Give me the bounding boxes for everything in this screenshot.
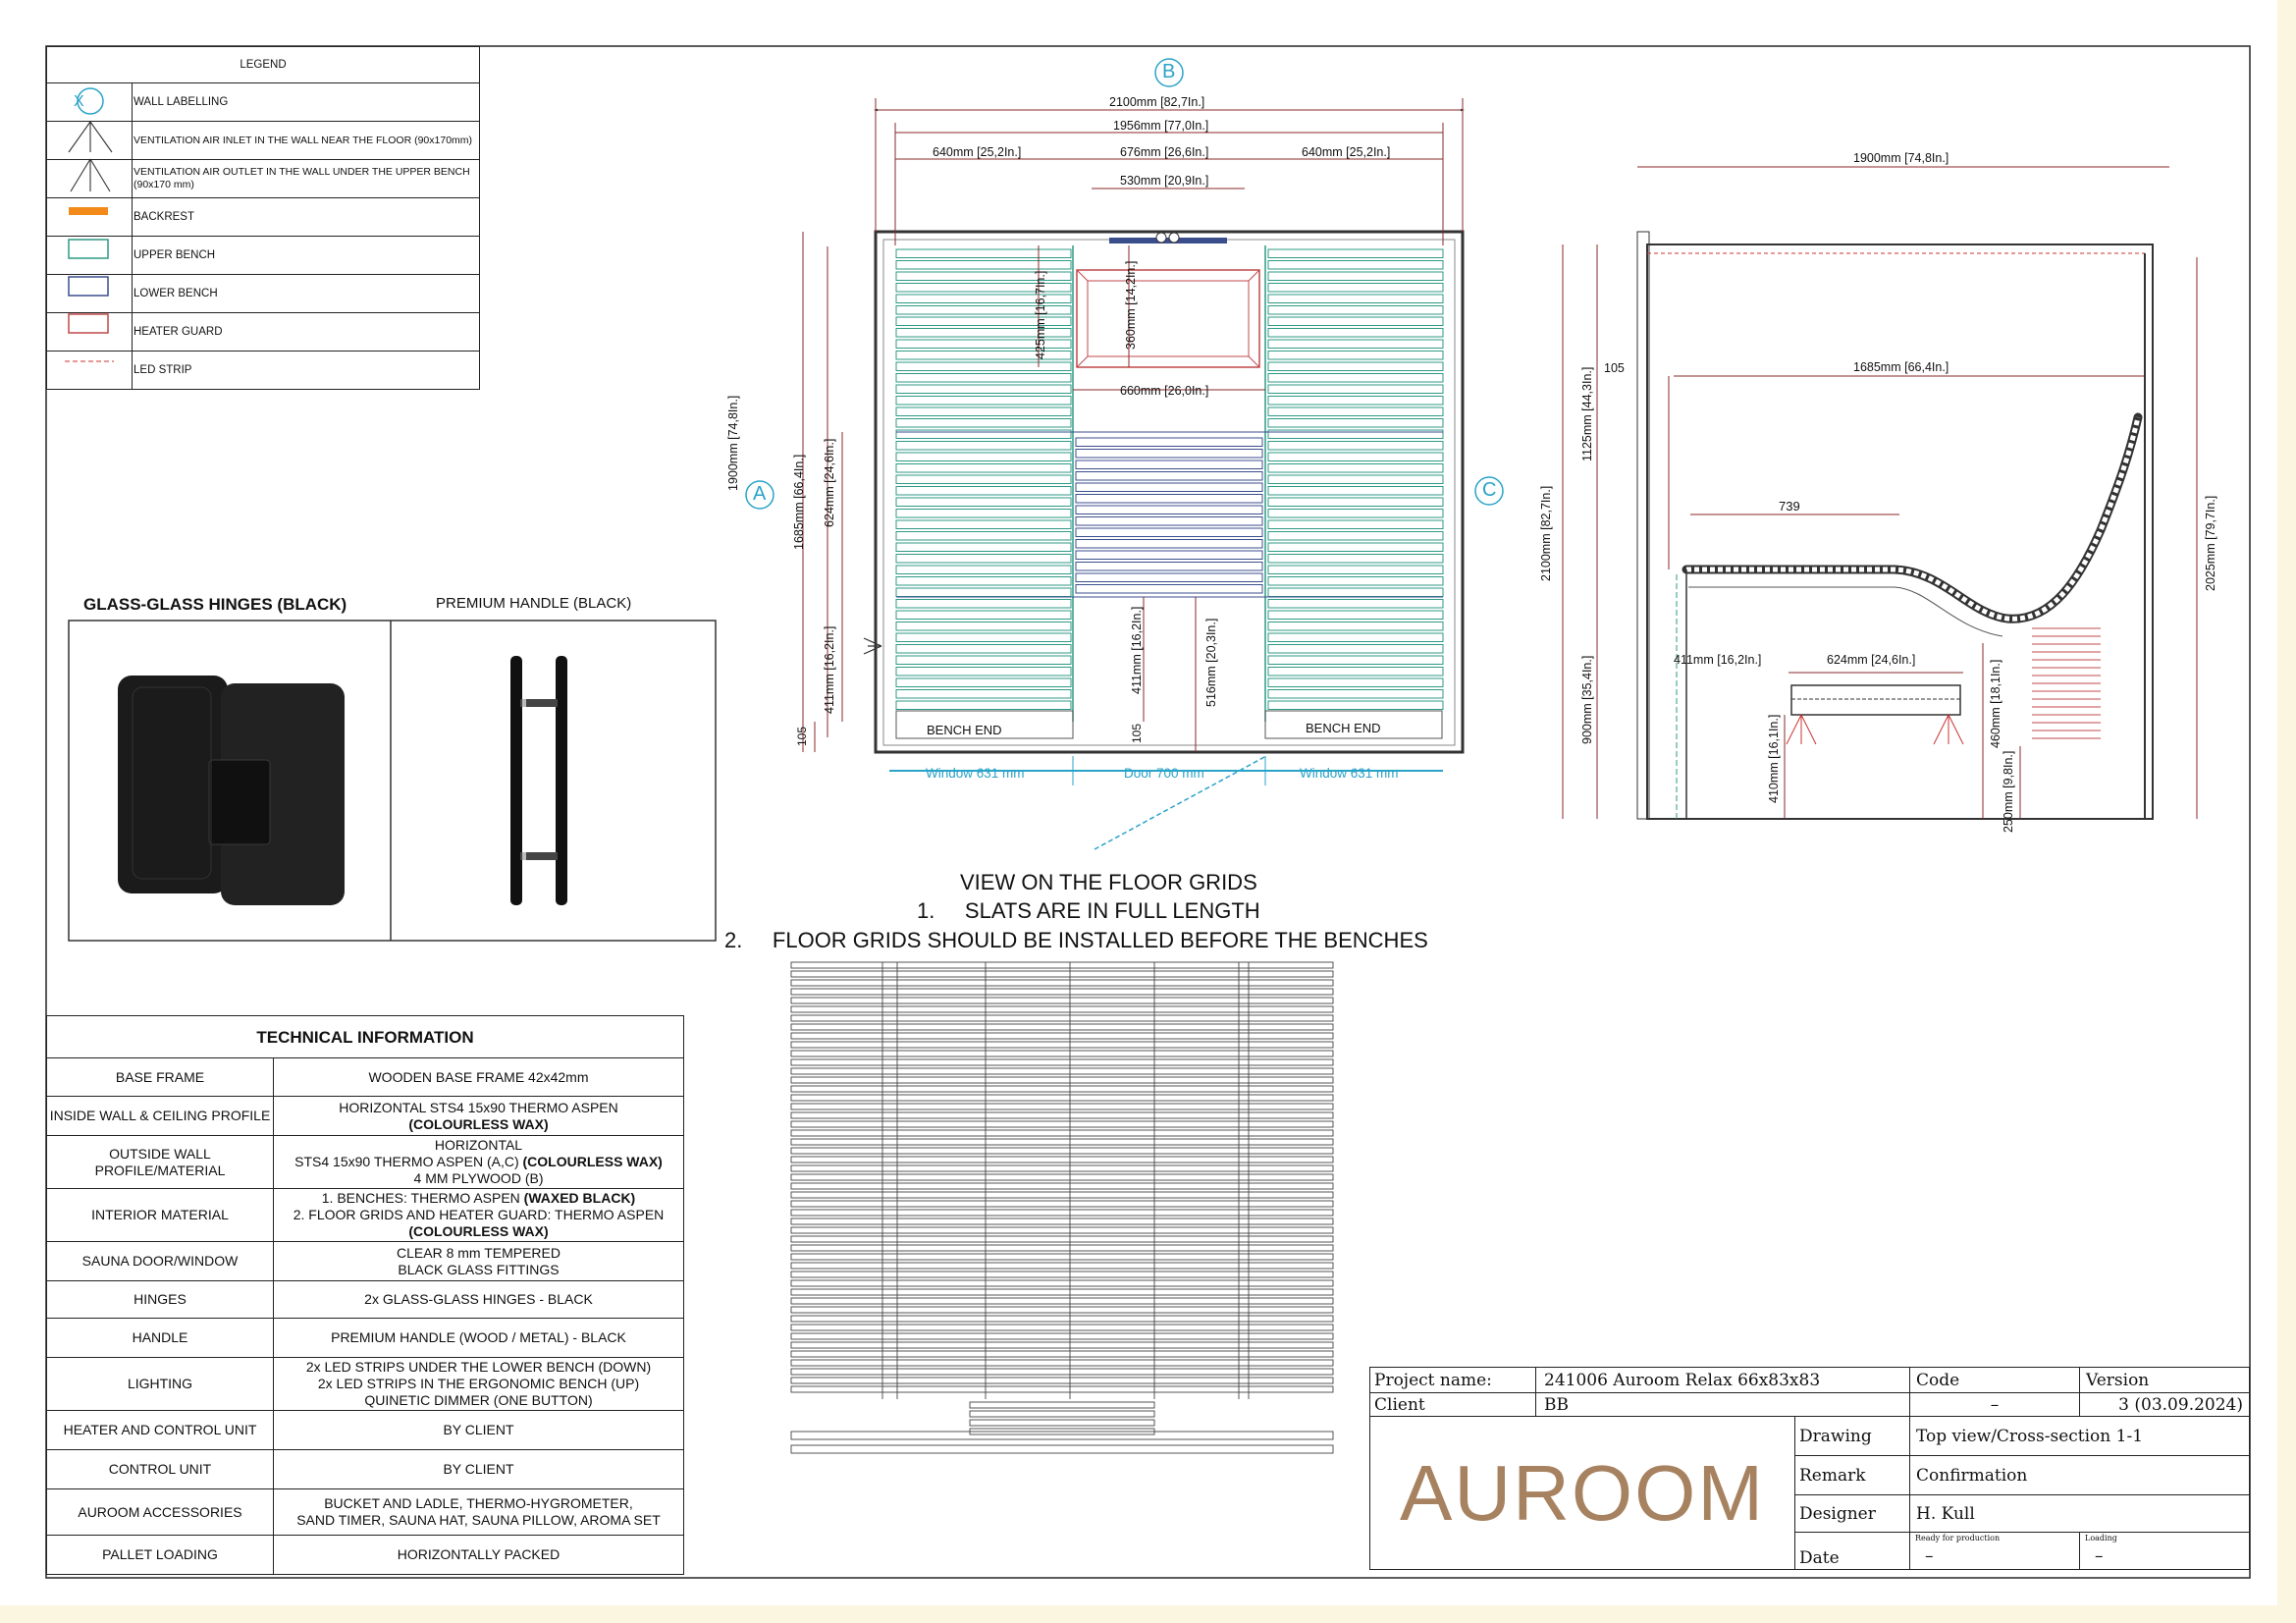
sec-dim-105: 105 (1604, 361, 1625, 375)
technical-row-label: BASE FRAME (47, 1058, 274, 1097)
technical-title: TECHNICAL INFORMATION (47, 1016, 684, 1058)
bench-end-left: BENCH END (927, 723, 1002, 737)
legend-item-outlet: VENTILATION AIR OUTLET IN THE WALL UNDER THE UPPER BENCH (90x170 mm) (133, 160, 480, 198)
technical-row (47, 1358, 684, 1411)
technical-value-text: QUINETIC DIMMER (ONE BUTTON) (364, 1392, 593, 1408)
technical-row-label: OUTSIDE WALL PROFILE/MATERIAL (47, 1136, 274, 1189)
technical-information-table (46, 1015, 684, 1575)
window-left-label: Window 631 mm (926, 766, 1025, 781)
technical-row (47, 1058, 684, 1097)
technical-row-value (274, 1358, 684, 1411)
dim-left-lower: 411mm [16,2In.] (823, 625, 836, 714)
technical-row-label: SAUNA DOOR/WINDOW (47, 1242, 274, 1281)
technical-row-label: INTERIOR MATERIAL (47, 1189, 274, 1242)
technical-value-text: BY CLIENT (443, 1422, 514, 1437)
sec-dim-1125: 1125mm [44,3In.] (1580, 366, 1594, 461)
sec-dim-900: 900mm [35,4In.] (1580, 655, 1594, 744)
technical-value-text: 1. BENCHES: THERMO ASPEN (321, 1190, 524, 1206)
wall-label-a: A (753, 483, 767, 505)
technical-row (47, 1411, 684, 1450)
dim-mid-lower: 411mm [16,2In.] (1130, 606, 1144, 694)
technical-row-label: AUROOM ACCESSORIES (47, 1489, 274, 1536)
hinges-caption: GLASS-GLASS HINGES (BLACK) (83, 595, 347, 614)
technical-row-label: INSIDE WALL & CEILING PROFILE (47, 1097, 274, 1136)
version-label: Version (2080, 1368, 2250, 1393)
technical-row-label: LIGHTING (47, 1358, 274, 1411)
technical-row (47, 1489, 684, 1536)
auroom-logo: AUROOM (1400, 1448, 1765, 1537)
client-value: BB (1536, 1393, 1910, 1417)
dim-heater: 530mm [20,9In.] (1120, 174, 1209, 188)
technical-row (47, 1536, 684, 1575)
legend-item-lower: LOWER BENCH (133, 275, 480, 313)
technical-row-value (274, 1136, 684, 1189)
technical-value-text: WOODEN BASE FRAME 42x42mm (368, 1068, 589, 1085)
sec-dim-2100: 2100mm [82,7In.] (1539, 485, 1553, 581)
remark-label: Remark (1795, 1456, 1910, 1495)
dim-left-small: 105 (795, 726, 809, 746)
sec-dim-inner: 1685mm [66,4In.] (1853, 360, 1949, 374)
legend-item-wall: WALL LABELLING (133, 83, 480, 122)
technical-value-text: (COLOURLESS WAX) (522, 1154, 663, 1169)
technical-row-value (274, 1489, 684, 1536)
technical-value-text: PREMIUM HANDLE (WOOD / METAL) - BLACK (331, 1329, 626, 1345)
wall-label-b: B (1162, 61, 1176, 82)
wall-label-c: C (1482, 479, 1497, 501)
dim-depth-guard: 425mm [16,7In.] (1034, 270, 1047, 359)
dim-left-inner: 1685mm [66,4In.] (792, 454, 806, 550)
title-block (1369, 1367, 2250, 1570)
window-right-label: Window 631 mm (1300, 766, 1399, 781)
ready-value: – (1925, 1546, 1934, 1566)
technical-value-text: 2. FLOOR GRIDS AND HEATER GUARD: THERMO ASPEN (293, 1207, 665, 1222)
sec-dim-width: 1900mm [74,8In.] (1853, 151, 1949, 165)
technical-row (47, 1242, 684, 1281)
sec-dim-460: 460mm [18,1In.] (1989, 659, 2002, 748)
technical-value-text: (WAXED BLACK) (523, 1190, 636, 1206)
technical-value-text: HORIZONTALLY PACKED (397, 1546, 561, 1562)
legend-item-led: LED STRIP (133, 352, 480, 390)
dim-inner: 1956mm [77,0In.] (1113, 119, 1209, 133)
loading-label: Loading (2085, 1534, 2117, 1542)
technical-row (47, 1136, 684, 1189)
technical-row-value (274, 1242, 684, 1281)
dim-center: 676mm [26,6In.] (1120, 145, 1209, 159)
technical-row (47, 1281, 684, 1319)
legend-title: LEGEND (47, 47, 480, 83)
technical-row-label: PALLET LOADING (47, 1536, 274, 1575)
technical-row (47, 1097, 684, 1136)
dim-left-upper: 624mm [24,6In.] (823, 438, 836, 527)
dim-heater-height: 360mm [14,2In.] (1124, 260, 1138, 350)
dim-left: 640mm [25,2In.] (933, 145, 1022, 159)
sec-dim-2025: 2025mm [79,7In.] (2204, 495, 2217, 591)
technical-value-text: SAND TIMER, SAUNA HAT, SAUNA PILLOW, AROMA SET (296, 1512, 661, 1528)
technical-row-label: HEATER AND CONTROL UNIT (47, 1411, 274, 1450)
technical-value-text: 4 MM PLYWOOD (B) (413, 1170, 544, 1186)
designer-value: H. Kull (1910, 1495, 2250, 1533)
dim-left-total: 1900mm [74,8In.] (726, 395, 740, 491)
bench-end-right: BENCH END (1306, 721, 1381, 735)
technical-row-value (274, 1097, 684, 1136)
handle-caption: PREMIUM HANDLE (BLACK) (436, 595, 632, 612)
project-value: 241006 Auroom Relax 66x83x83 (1536, 1368, 1910, 1393)
floor-grids-title: VIEW ON THE FLOOR GRIDS (960, 870, 1257, 894)
technical-row (47, 1189, 684, 1242)
legend-item-inlet: VENTILATION AIR INLET IN THE WALL NEAR THE FLOOR (90x170mm) (133, 122, 480, 160)
dim-right: 640mm [25,2In.] (1302, 145, 1391, 159)
legend-item-upper: UPPER BENCH (133, 237, 480, 275)
loading-value: – (2095, 1546, 2104, 1566)
code-value: – (1910, 1393, 2080, 1417)
technical-row-value (274, 1189, 684, 1242)
technical-value-text: 2x LED STRIPS IN THE ERGONOMIC BENCH (UP) (317, 1376, 640, 1391)
technical-row (47, 1450, 684, 1489)
dim-overall: 2100mm [82,7In.] (1109, 95, 1205, 109)
legend-item-heater: HEATER GUARD (133, 313, 480, 352)
technical-value-text: HORIZONTAL STS4 15x90 THERMO ASPEN (339, 1099, 618, 1115)
technical-value-text: BY CLIENT (443, 1461, 514, 1477)
technical-row-label: HANDLE (47, 1319, 274, 1358)
dim-mid-516: 516mm [20,3In.] (1204, 618, 1218, 707)
version-value: 3 (03.09.2024) (2080, 1393, 2250, 1417)
glass-hinge-photo (118, 676, 345, 905)
sec-dim-411: 411mm [16,2In.] (1674, 653, 1762, 667)
technical-value-text: (COLOURLESS WAX) (408, 1223, 549, 1239)
technical-row-label: CONTROL UNIT (47, 1450, 274, 1489)
dim-mid-small: 105 (1130, 723, 1144, 743)
dim-mid-width: 660mm [26,0In.] (1120, 384, 1209, 398)
technical-value-text: HORIZONTAL (434, 1137, 523, 1153)
technical-row-value (274, 1281, 684, 1319)
technical-row (47, 1319, 684, 1358)
technical-value-text: STS4 15x90 THERMO ASPEN (A,C) (294, 1154, 523, 1169)
client-label: Client (1370, 1393, 1536, 1417)
technical-value-text: BLACK GLASS FITTINGS (398, 1261, 560, 1277)
legend-table (46, 46, 480, 390)
sec-dim-250: 250mm [9,8In.] (2002, 750, 2015, 833)
technical-value-text: 2x GLASS-GLASS HINGES - BLACK (364, 1291, 593, 1307)
technical-row-label: HINGES (47, 1281, 274, 1319)
technical-row-value (274, 1411, 684, 1450)
technical-value-text: CLEAR 8 mm TEMPERED (397, 1244, 561, 1261)
technical-row-value (274, 1450, 684, 1489)
floor-grids-note-2: 2. FLOOR GRIDS SHOULD BE INSTALLED BEFORE THE BENCHES (724, 928, 1428, 952)
wall-symbol-letter: X (74, 93, 84, 110)
sec-dim-739: 739 (1779, 499, 1800, 514)
drawing-value: Top view/Cross-section 1-1 (1910, 1417, 2250, 1456)
sec-dim-624: 624mm [24,6In.] (1827, 653, 1916, 667)
door-label: Door 700 mm (1124, 766, 1204, 781)
technical-row-value (274, 1536, 684, 1575)
drawing-label: Drawing (1795, 1417, 1910, 1456)
ready-label: Ready for production (1915, 1534, 2001, 1542)
technical-value-text: 2x LED STRIPS UNDER THE LOWER BENCH (DOWN) (305, 1359, 652, 1375)
technical-value-text: (COLOURLESS WAX) (408, 1115, 549, 1132)
floor-grids-note-1: 1. SLATS ARE IN FULL LENGTH (917, 898, 1260, 923)
page-edge (2277, 0, 2296, 1623)
remark-value: Confirmation (1910, 1456, 2250, 1495)
technical-row-value (274, 1319, 684, 1358)
project-label: Project name: (1370, 1368, 1536, 1393)
designer-label: Designer (1795, 1495, 1910, 1533)
led-strip-top (1109, 238, 1227, 243)
technical-row-value (274, 1058, 684, 1097)
sec-dim-410: 410mm [16,1In.] (1767, 714, 1781, 803)
legend-item-backrest: BACKREST (133, 198, 480, 237)
date-label: Date (1795, 1533, 1910, 1570)
code-label: Code (1910, 1368, 2080, 1393)
technical-value-text: BUCKET AND LADLE, THERMO-HYGROMETER, (324, 1495, 633, 1511)
